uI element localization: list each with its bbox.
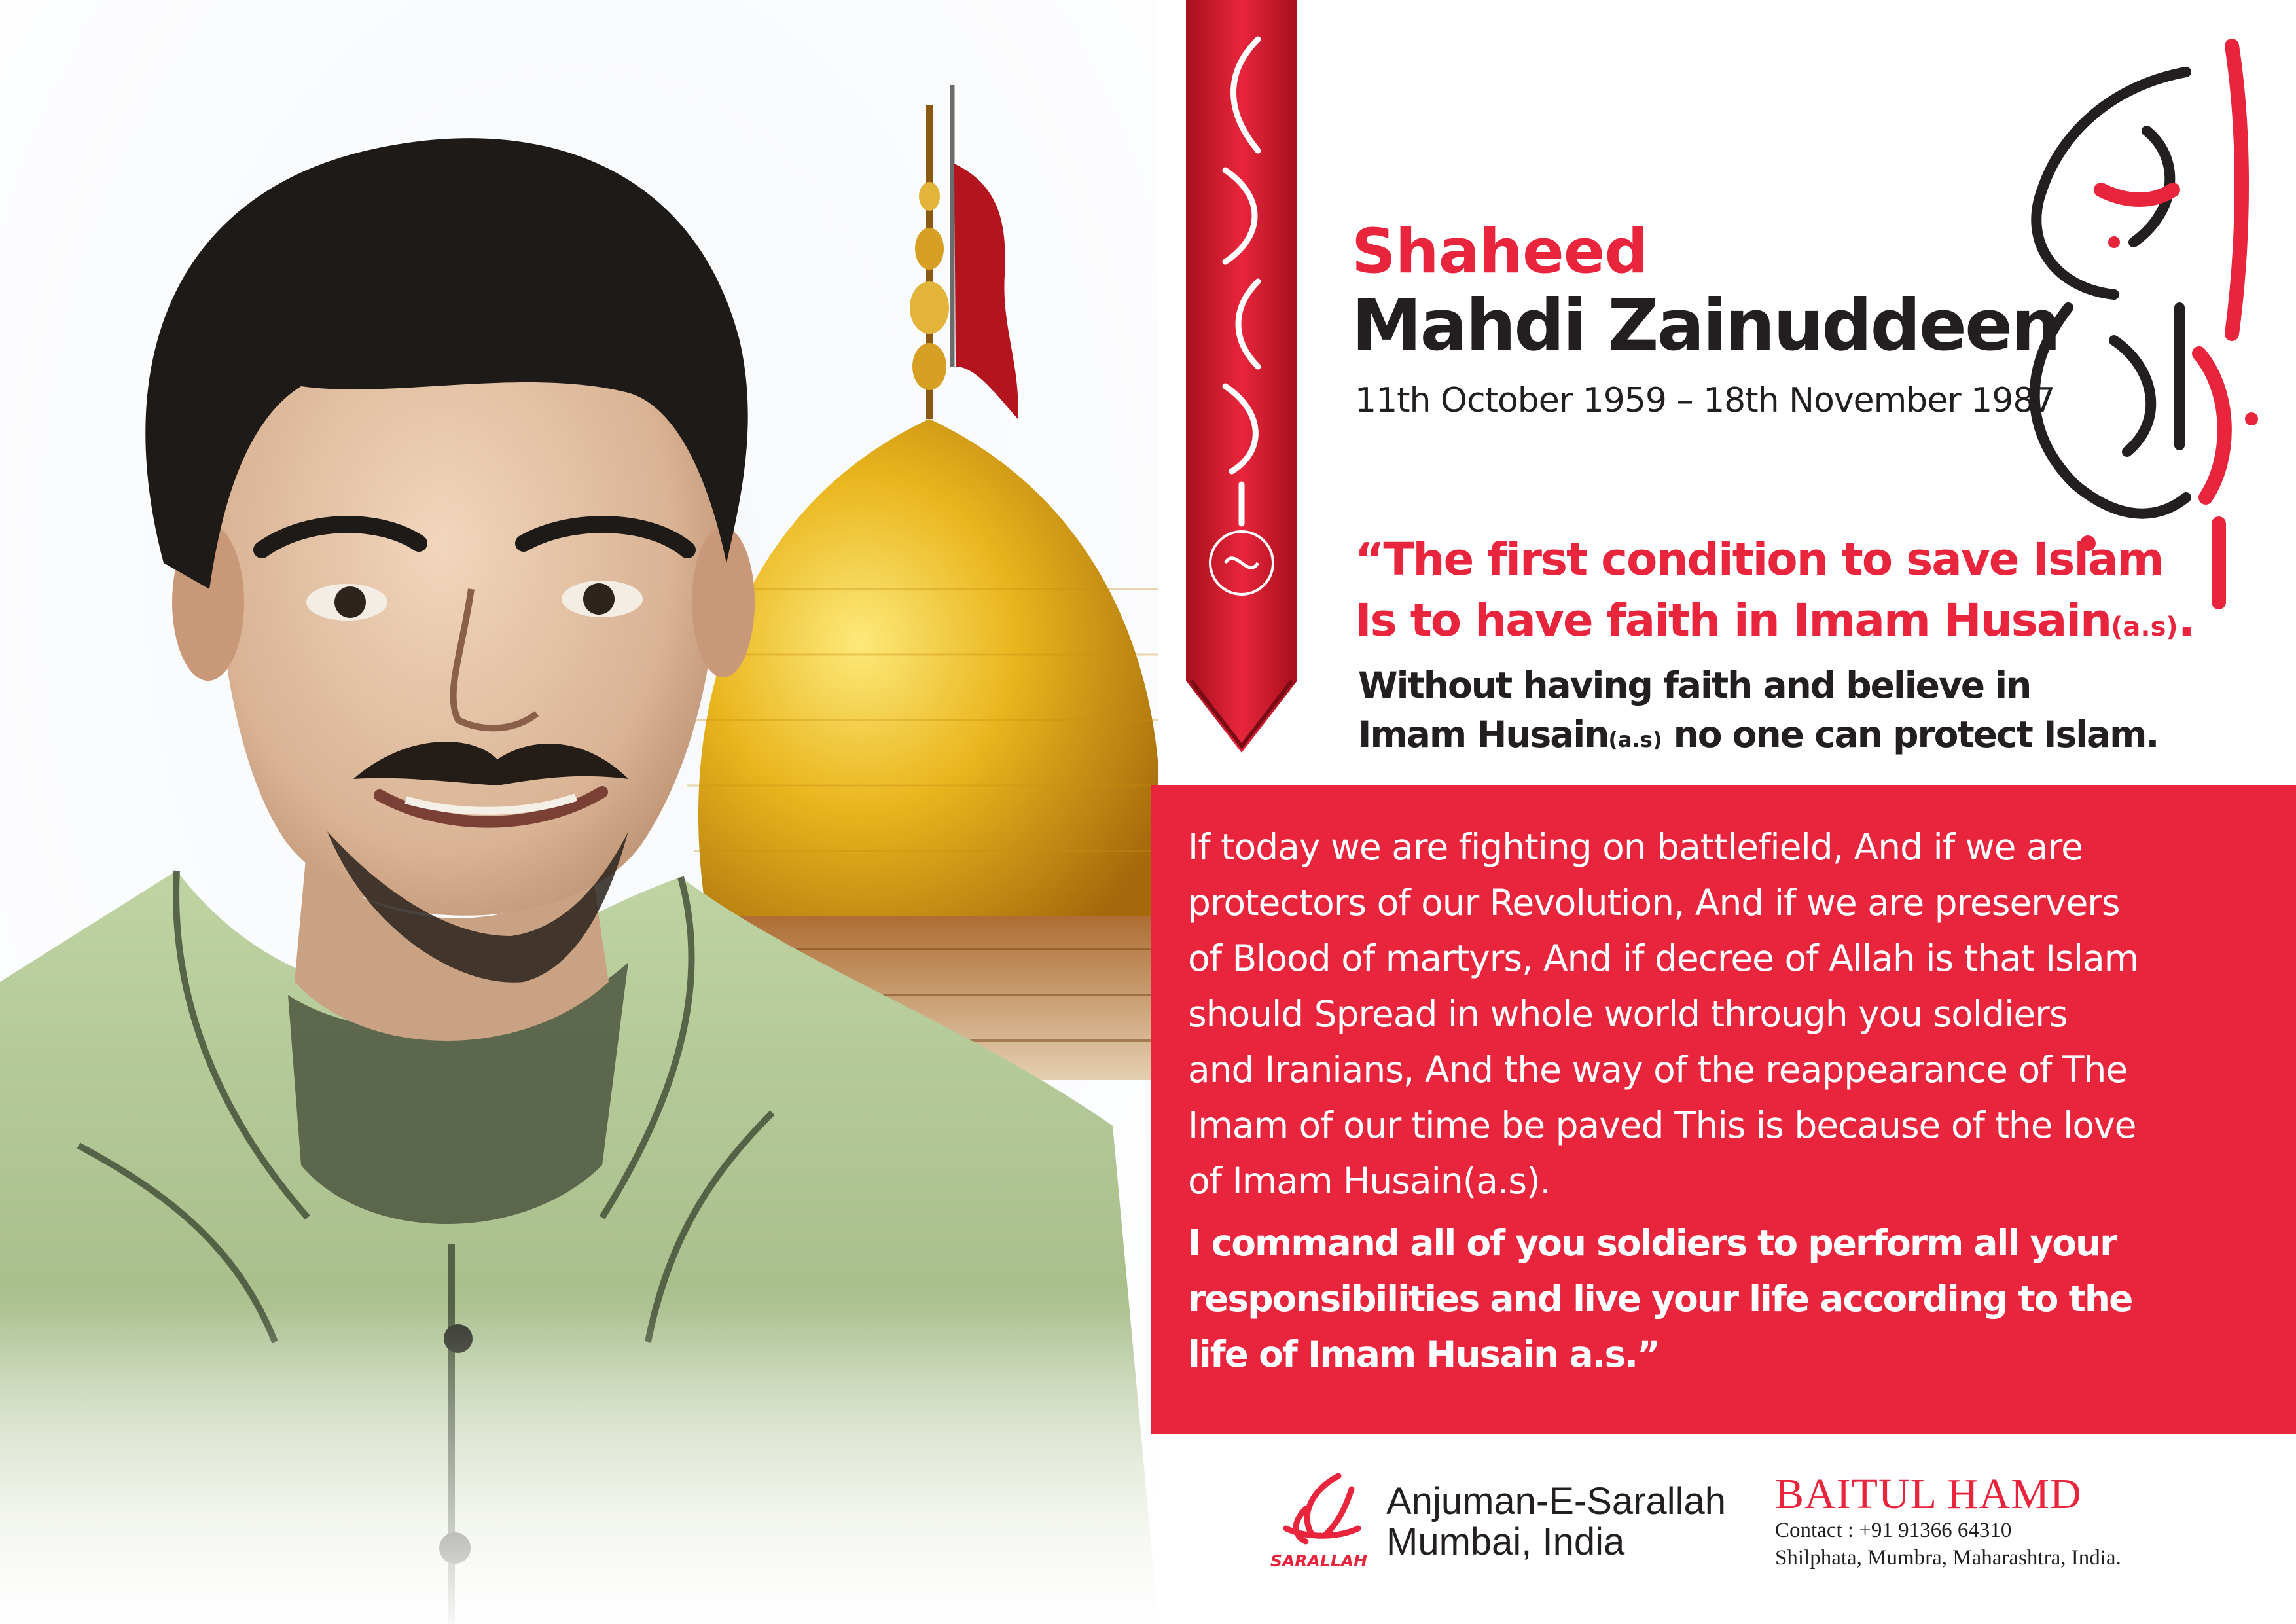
title-prefix: Shaheed <box>1352 216 1648 287</box>
sarallah-logo-icon <box>1266 1470 1371 1574</box>
quote-line-1: “The first condition to save Islam <box>1355 533 2163 586</box>
baitul-contact: Contact : +91 91366 64310 <box>1775 1519 2012 1542</box>
logo-label: SARALLAH <box>1270 1551 1368 1570</box>
panel-bold-line: responsibilities and live your life according to the <box>1188 1278 2132 1320</box>
quote-line-2-main: Is to have faith in Imam Husain <box>1355 594 2111 647</box>
explain-line-2-main: Imam Husain <box>1358 713 1609 755</box>
org-name: Anjuman-E-Sarallah <box>1386 1480 1727 1523</box>
org-city: Mumbai, India <box>1386 1521 1625 1563</box>
panel-line: Imam of our time be paved This is because of the love <box>1188 1104 2136 1146</box>
explain-line-1: Without having faith and believe in <box>1358 664 2031 706</box>
panel-line: and Iranians, And the way of the reappearance of The <box>1188 1049 2128 1091</box>
arabic-calligraphy-icon <box>1983 26 2271 615</box>
quote-line-2 <box>1355 594 2194 647</box>
red-banner-calligraphy-icon <box>1186 0 1297 766</box>
panel-bold-line: life of Imam Husain a.s.” <box>1188 1333 1660 1375</box>
martyr-name: Mahdi Zainuddeen <box>1352 285 2060 367</box>
panel-line: protectors of our Revolution, And if we are preservers <box>1188 882 2120 924</box>
baitul-name: BAITUL HAMD <box>1775 1470 2082 1518</box>
panel-line: of Imam Husain(a.s). <box>1188 1160 1551 1202</box>
panel-bold-line: I command all of you soldiers to perform all your <box>1188 1222 2117 1264</box>
quote-line-2-end: . <box>2178 594 2194 647</box>
explain-line-2 <box>1358 713 2158 755</box>
life-dates: 11th October 1959 – 18th November 1987 <box>1355 381 2055 420</box>
explain-line-2-honorific: (a.s) <box>1608 727 1662 752</box>
panel-line: should Spread in whole world through you soldiers <box>1188 993 2068 1035</box>
baitul-address: Shilphata, Mumbra, Maharashtra, India. <box>1775 1546 2121 1570</box>
panel-line: If today we are fighting on battlefield, And if we are <box>1188 826 2083 868</box>
explain-line-2-end: no one can protect Islam. <box>1662 713 2159 755</box>
panel-line: of Blood of martyrs, And if decree of Allah is that Islam <box>1188 937 2139 979</box>
quote-line-2-honorific: (a.s) <box>2111 612 2178 642</box>
